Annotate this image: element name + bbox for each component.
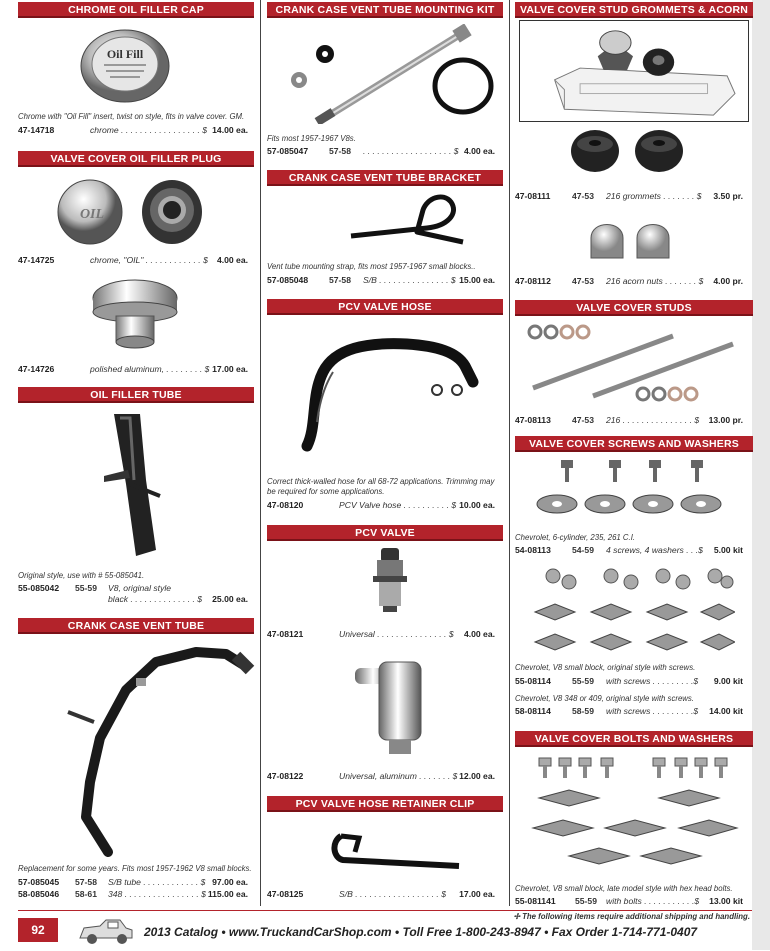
truck-logo-icon [76,918,136,946]
page-number: 92 [18,918,58,942]
valve-cover-image [519,20,749,122]
studs-image [523,322,745,406]
product-row: 57-085048 57-58 S/B . . . . . . . . . . . . . . . $ 15.00 ea. [267,275,495,285]
product-row: 47-14726 polished aluminum, . . . . . . . . $ 17.00 ea. [18,364,248,374]
section-title-valve-cover-oil-filler-plug: VALVE COVER OIL FILLER PLUG [18,151,254,167]
section-title-vent-tube-mounting-kit: CRANK CASE VENT TUBE MOUNTING KIT [267,2,503,18]
column-divider [260,0,261,906]
column-3 [515,0,753,906]
catalog-contact-line: 2013 Catalog • www.TruckandCarShop.com • Toll Free 1-800-243-8947 • Fax Order 1-714-771-0407 [144,925,698,939]
product-row: 55-08114 55-59 with screws . . . . . . . . .$ 9.00 kit [515,676,743,686]
retainer-clip-image [329,826,463,870]
plug-text: OIL [79,207,105,222]
product-row: 47-08122 Universal, aluminum . . . . . . . $ 12.00 ea. [267,771,495,781]
product-row: 58-08114 58-59 with screws . . . . . . . . .$ 14.00 kit [515,706,743,716]
section-title-chrome-oil-filler-cap: CHROME OIL FILLER CAP [18,2,254,18]
mounting-kit-image [285,24,497,124]
product-row: black . . . . . . . . . . . . . . $ 25.00 ea. [108,594,248,604]
bolts-washers-image [529,754,739,870]
shipping-note: ✢ The following items require additional shipping and handling. [513,912,750,921]
column-2 [267,0,503,906]
product-row: 54-08113 54-59 4 screws, 4 washers . . .$ 5.00 kit [515,545,743,555]
section-title-pcv-valve-hose: PCV VALVE HOSE [267,299,503,315]
product-row: 47-14725 chrome, "OIL" . . . . . . . . . . . . $ 4.00 ea. [18,255,248,265]
footer-divider [18,910,752,911]
description: Chevrolet, 6-cylinder, 235, 261 C.I. [515,533,636,542]
description: Chevrolet, V8 small block, late model style with hex head bolts. [515,884,733,893]
section-title-vent-tube-bracket: CRANK CASE VENT TUBE BRACKET [267,170,503,186]
cap-text: Oil Fill [106,47,144,61]
section-title-crank-case-vent-tube: CRANK CASE VENT TUBE [18,618,254,634]
screws-washers-6cyl-image [531,458,731,518]
vent-tube-bracket-image [347,192,467,246]
page-edge [752,0,770,950]
product-row: 58-085046 58-61 348 . . . . . . . . . . . . . . . . $ 115.00 ea. [18,889,248,899]
section-title-oil-filler-tube: OIL FILLER TUBE [18,387,254,403]
column-divider [509,0,510,906]
description: Replacement for some years. Fits most 1957-1962 V8 small blocks. [18,864,252,873]
description: Correct thick-walled hose for all 68-72 applications. Trimming may be required for some applications. [267,477,495,496]
aluminum-filler-plug-image [90,276,180,351]
section-title-valve-cover-studs: VALVE COVER STUDS [515,300,753,316]
grommets-image [569,128,685,174]
pcv-hose-image [297,326,487,456]
section-title-stud-grommets-acorn-nuts: VALVE COVER STUD GROMMETS & ACORN NUTS [515,2,753,18]
product-row: 55-085042 55-59 V8, original style [18,583,172,593]
oil-filler-plug-image [54,176,214,248]
description: Chevrolet, V8 348 or 409, original style with screws. [515,694,694,703]
description: Fits most 1957-1967 V8s. [267,134,356,143]
oil-filler-cap-image [78,24,173,104]
product-row: 47-14718 chrome . . . . . . . . . . . . . . . . . $ 14.00 ea. [18,125,248,135]
screws-washers-v8-image [531,566,735,654]
description: Chevrolet, V8 small block, original style with screws. [515,663,696,672]
product-row: 47-08120 PCV Valve hose . . . . . . . . . . $ 10.00 ea. [267,500,495,510]
description: Chrome with "Oil Fill" insert, twist on style, fits in valve cover. GM. [18,112,245,121]
product-row: 47-08113 47-53 216 . . . . . . . . . . . . . . . $ 13.00 pr. [515,415,743,425]
column-1 [18,0,254,906]
product-row: 47-08112 47-53 216 acorn nuts . . . . . . . $ 4.00 pr. [515,276,743,286]
section-title-pcv-valve: PCV VALVE [267,525,503,541]
description: Original style, use with # 55-085041. [18,571,145,580]
product-row: 47-08111 47-53 216 grommets . . . . . . . $ 3.50 pr. [515,191,743,201]
product-row: 55-081141 55-59 with bolts . . . . . . . . . . .$ 13.00 kit [515,896,743,906]
section-title-bolts-and-washers: VALVE COVER BOLTS AND WASHERS [515,731,753,747]
acorn-nuts-image [587,212,673,262]
oil-filler-tube-image [100,410,170,558]
pcv-valve-image [367,546,413,614]
vent-tube-image [46,642,256,857]
product-row: 57-085047 57-58 . . . . . . . . . . . . . . . . . . . $ 4.00 ea. [267,146,495,156]
aluminum-pcv-valve-image [353,656,429,756]
product-row: 57-085045 57-58 S/B tube . . . . . . . . . . . . $ 97.00 ea. [18,877,248,887]
description: Vent tube mounting strap, fits most 1957-1967 small blocks.. [267,262,476,271]
product-row: 47-08125 S/B . . . . . . . . . . . . . . . . . . $ 17.00 ea. [267,889,495,899]
section-title-screws-and-washers: VALVE COVER SCREWS AND WASHERS [515,436,753,452]
product-row: 47-08121 Universal . . . . . . . . . . . . . . . $ 4.00 ea. [267,629,495,639]
section-title-hose-retainer-clip: PCV VALVE HOSE RETAINER CLIP [267,796,503,812]
